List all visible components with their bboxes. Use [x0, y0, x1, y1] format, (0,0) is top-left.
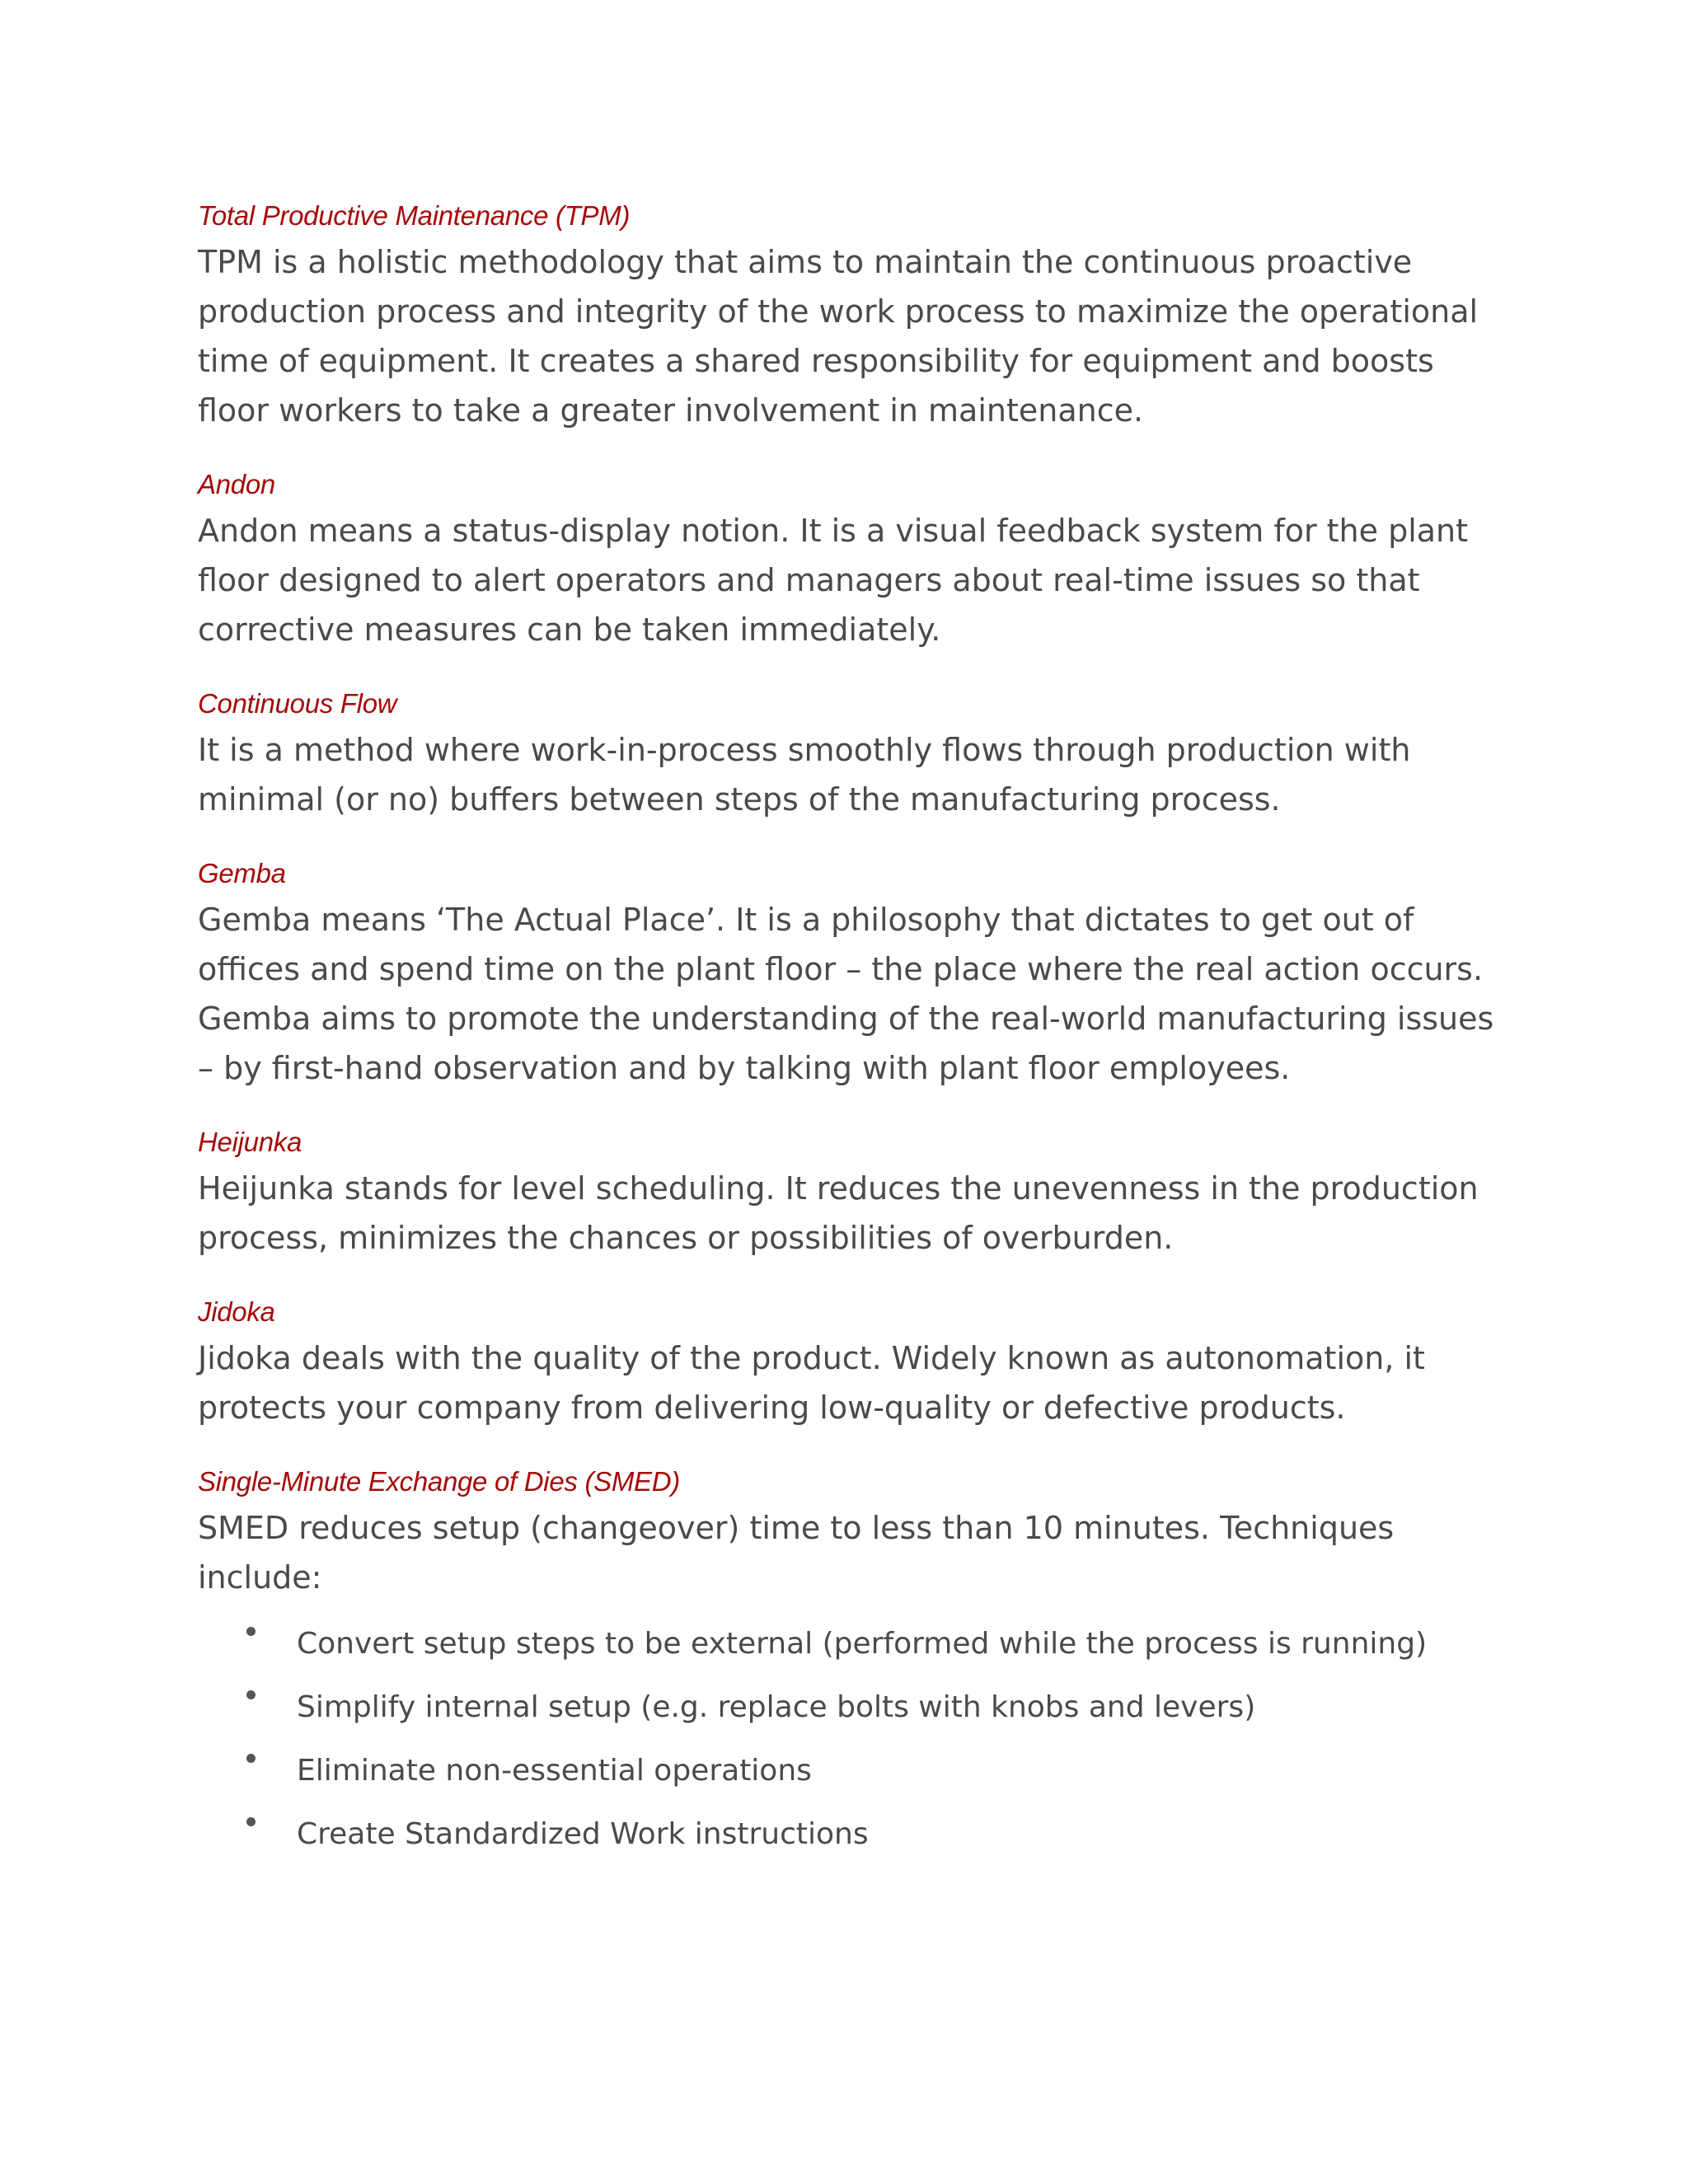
term-description: TPM is a holistic methodology that aims to maintain the continuous proactive production process and integrity of the work process to maximize the operational time of equipment. It creates a shared responsibility for equipment and boosts floor workers to take a greater involvement in maintenance.: [198, 244, 1479, 429]
term-heading: Andon: [198, 469, 275, 499]
term-description: Heijunka stands for level scheduling. It reduces the unevenness in the production process, minimizes the chances or possibilities of overburden.: [198, 1170, 1479, 1256]
entry-tpm: [198, 198, 1500, 435]
term-heading: Jidoka: [198, 1296, 275, 1327]
term-heading: Gemba: [198, 858, 286, 888]
entry-jidoka: [198, 1294, 1500, 1432]
term-heading: Continuous Flow: [198, 688, 397, 719]
bullet-icon: [246, 1754, 256, 1763]
smed-techniques-list: [198, 1624, 1500, 1855]
list-item-text: Simplify internal setup (e.g. replace bolts with knobs and levers): [297, 1690, 1256, 1724]
term-description: Gemba means ‘The Actual Place’. It is a philosophy that dictates to get out of offices and spend time on the plant floor – the place where the real action occurs. Gemba aims to promote the understanding of the real-world manufacturing issues – by first-hand observation and by talking with plant floor employees.: [198, 902, 1494, 1086]
entry-gemba: [198, 855, 1500, 1093]
entry-andon: [198, 466, 1500, 654]
term-description: Jidoka deals with the quality of the product. Widely known as autonomation, it protects your company from delivering low-quality or defective products.: [198, 1340, 1425, 1426]
list-item-text: Create Standardized Work instructions: [297, 1817, 869, 1851]
list-item: [198, 1750, 1500, 1792]
term-description: It is a method where work-in-process smoothly flows through production with minimal (or no) buffers between steps of the manufacturing process.: [198, 732, 1411, 818]
bullet-icon: [246, 1817, 256, 1826]
bullet-icon: [246, 1690, 256, 1699]
entry-heijunka: [198, 1124, 1500, 1263]
list-item-text: Eliminate non-essential operations: [297, 1754, 812, 1788]
term-heading: Heijunka: [198, 1127, 302, 1157]
entry-smed: [198, 1464, 1500, 1855]
term-heading: Single-Minute Exchange of Dies (SMED): [198, 1466, 680, 1497]
list-item: [198, 1687, 1500, 1728]
bullet-icon: [246, 1627, 256, 1636]
list-item: [198, 1814, 1500, 1855]
entry-continuous-flow: [198, 686, 1500, 824]
list-item-text: Convert setup steps to be external (performed while the process is running): [297, 1627, 1428, 1661]
list-item: [198, 1624, 1500, 1665]
term-heading: Total Productive Maintenance (TPM): [198, 200, 631, 231]
term-description: Andon means a status-display notion. It is a visual feedback system for the plant floor designed to alert operators and managers about real-time issues so that corrective measures can be taken immediately.: [198, 513, 1469, 648]
document-page: [198, 198, 1500, 1886]
term-description: SMED reduces setup (changeover) time to less than 10 minutes. Techniques include:: [198, 1510, 1395, 1596]
